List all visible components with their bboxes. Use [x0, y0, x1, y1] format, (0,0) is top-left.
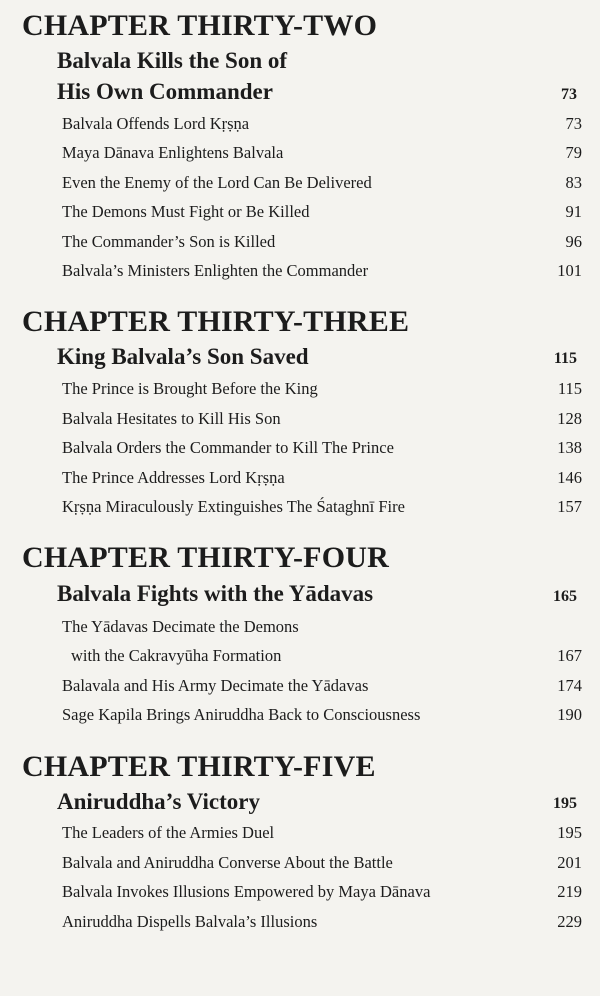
entry-page-number: 157: [557, 497, 582, 516]
entry-page-number: 83: [565, 173, 582, 192]
toc-entry[interactable]: [62, 821, 582, 845]
toc-entry[interactable]: [62, 436, 582, 460]
toc-entry[interactable]: [62, 112, 582, 136]
entry-title: Balvala Hesitates to Kill His Son: [62, 409, 281, 428]
section-page-number: 165: [553, 588, 577, 605]
section-title-line: His Own Commander: [57, 79, 273, 104]
section-title-line: Balvala Fights with the Yādavas: [57, 581, 374, 606]
entry-title: Balvala Offends Lord Kṛṣṇa: [62, 114, 250, 133]
entry-page-number: 73: [565, 114, 582, 133]
toc-entry[interactable]: [62, 851, 582, 875]
toc-entry[interactable]: [62, 644, 582, 668]
toc-entry[interactable]: [62, 141, 582, 165]
entry-title: Balvala and Aniruddha Converse About the Battle: [62, 853, 393, 872]
toc-entry[interactable]: [62, 230, 582, 254]
entry-page-number: 219: [557, 882, 582, 901]
toc-entry[interactable]: [62, 200, 582, 224]
toc-entry[interactable]: [62, 495, 582, 519]
toc-entry[interactable]: [62, 466, 582, 490]
entry-title: The Prince Addresses Lord Kṛṣṇa: [62, 468, 285, 487]
section-page-number: 115: [553, 350, 577, 367]
chapter-title: CHAPTER THIRTY-TWO: [22, 9, 378, 42]
section-title-line: Balvala Kills the Son of: [57, 48, 288, 73]
entry-title: Aniruddha Dispells Balvala’s Illusions: [62, 912, 318, 931]
toc-entry[interactable]: [62, 377, 582, 401]
toc-entry[interactable]: [62, 703, 582, 727]
toc-entry[interactable]: [62, 171, 582, 195]
entry-page-number: 174: [557, 676, 582, 695]
entry-title: Balvala Invokes Illusions Empowered by Maya Dānava: [62, 882, 431, 901]
entry-page-number: 229: [557, 912, 582, 931]
entry-title: Balavala and His Army Decimate the Yādavas: [62, 676, 369, 695]
entry-title: The Leaders of the Armies Duel: [62, 823, 275, 842]
entry-page-number: 101: [557, 261, 582, 280]
entry-title: Even the Enemy of the Lord Can Be Delivered: [62, 173, 372, 192]
entry-page-number: 195: [557, 823, 582, 842]
section-page-number: 73: [561, 86, 577, 103]
toc-entry[interactable]: [62, 674, 582, 698]
section-page-number: 195: [553, 795, 577, 812]
entry-title: Balvala’s Ministers Enlighten the Commander: [62, 261, 369, 280]
entry-title: The Demons Must Fight or Be Killed: [62, 202, 310, 221]
chapter-title: CHAPTER THIRTY-FIVE: [22, 750, 376, 783]
toc-entry[interactable]: [62, 910, 582, 934]
entry-title: The Commander’s Son is Killed: [62, 232, 276, 251]
entry-title: The Prince is Brought Before the King: [62, 379, 318, 398]
entry-page-number: 128: [557, 409, 582, 428]
entry-title: Sage Kapila Brings Aniruddha Back to Consciousness: [62, 705, 421, 724]
entry-title: with the Cakravyūha Formation: [71, 646, 282, 665]
entry-title: The Yādavas Decimate the Demons: [62, 617, 299, 636]
section-title-line: Aniruddha’s Victory: [57, 789, 260, 814]
entry-page-number: 201: [557, 853, 582, 872]
toc-entry[interactable]: [62, 259, 582, 283]
entry-page-number: 167: [557, 646, 582, 665]
entry-title: Maya Dānava Enlightens Balvala: [62, 143, 284, 162]
toc-entry[interactable]: [62, 880, 582, 904]
entry-page-number: 91: [565, 202, 582, 221]
entry-title: Kṛṣṇa Miraculously Extinguishes The Śataghnī Fire: [62, 497, 405, 516]
entry-page-number: 115: [557, 379, 582, 398]
section-title-line: King Balvala’s Son Saved: [57, 344, 309, 369]
entry-page-number: 138: [557, 438, 582, 457]
entry-page-number: 79: [565, 143, 582, 162]
chapter-title: CHAPTER THIRTY-FOUR: [22, 541, 389, 574]
entry-page-number: 146: [557, 468, 582, 487]
entry-page-number: 96: [565, 232, 582, 251]
entry-title: Balvala Orders the Commander to Kill The Prince: [62, 438, 394, 457]
chapter-title: CHAPTER THIRTY-THREE: [22, 305, 410, 338]
toc-entry[interactable]: [62, 615, 582, 639]
entry-page-number: 190: [557, 705, 582, 724]
toc-entry[interactable]: [62, 407, 582, 431]
